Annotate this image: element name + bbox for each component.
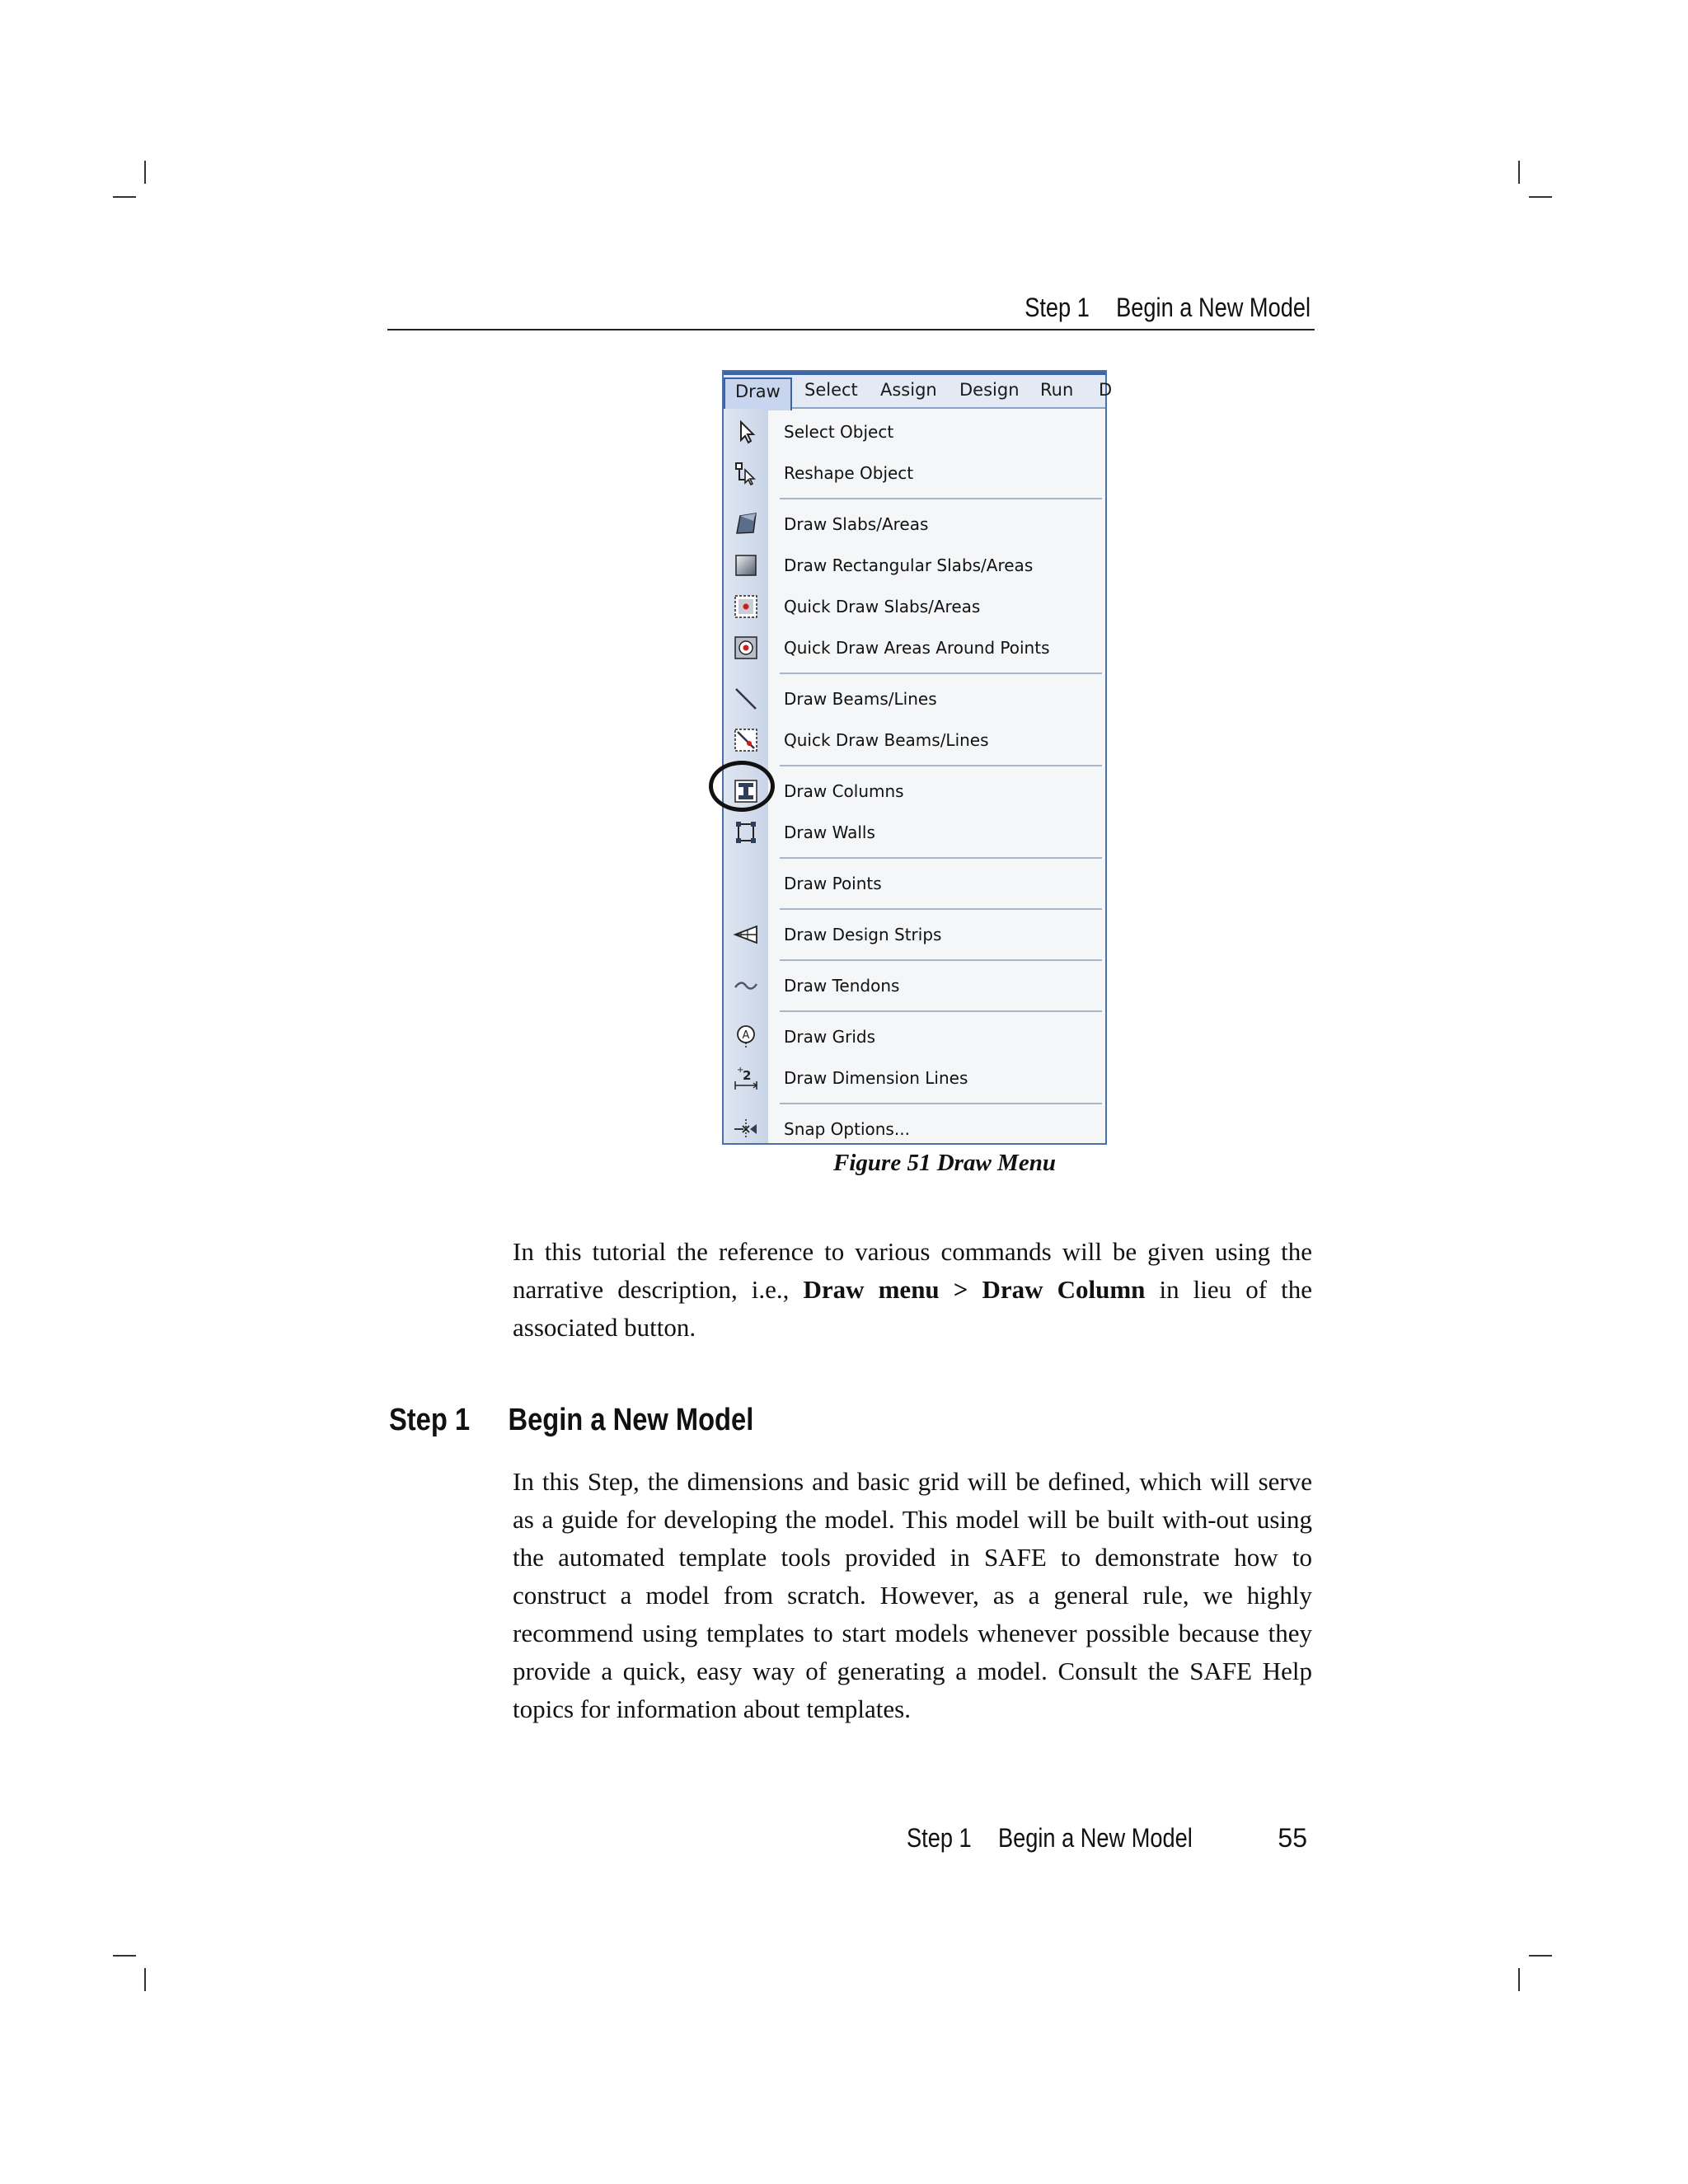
menu-separator (780, 1103, 1102, 1104)
section-step: Step 1 (389, 1403, 471, 1437)
menu-item-label: Draw Design Strips (784, 925, 942, 944)
tendon-icon (733, 972, 759, 999)
section-paragraph: In this Step, the dimensions and basic grid will be defined, which will serve as a guide for developing the model. This model will be built with-out using the automated template tools provided in SAFE to demonstrate how to construct a model from scratch. However, as a general rule, we highly recommend using templates to start models whenever possible because they provide a quick, easy way of generating a model. Consult the SAFE Help topics for information about templates. (513, 1467, 1312, 1723)
running-head-step: Step 1 (1025, 293, 1090, 322)
menu-item-draw-grids[interactable] (724, 1016, 1105, 1057)
menu-item-label: Draw Rectangular Slabs/Areas (784, 555, 1034, 575)
menu-item-draw-dimension-lines[interactable] (724, 1057, 1105, 1099)
menu-item-draw-walls[interactable] (724, 812, 1105, 853)
design-strip-icon (733, 921, 759, 948)
quick-slab-icon (733, 593, 759, 620)
menu-separator (780, 857, 1102, 859)
footer-title: Begin a New Model (997, 1823, 1193, 1853)
select-arrow-icon (733, 419, 759, 445)
section-heading (389, 1403, 754, 1438)
dimension-icon (733, 1065, 759, 1091)
menu-d-truncated[interactable]: D (1099, 380, 1113, 400)
menu-item-label: Reshape Object (784, 463, 914, 483)
menu-separator (780, 673, 1102, 674)
menu-item-draw-columns[interactable] (724, 771, 1105, 812)
menu-item-draw-slabs-areas[interactable] (724, 504, 1105, 545)
page-number: 55 (1278, 1823, 1307, 1853)
crop-mark (1518, 1968, 1520, 1991)
intro-text-before: In this tutorial the reference to various commands will be given using the narrative description, i.e., (513, 1237, 1312, 1304)
highlight-circle (709, 761, 775, 812)
intro-text-after: in lieu of the associated button. (513, 1275, 1312, 1342)
crop-mark (1529, 196, 1552, 198)
intro-paragraph (513, 1233, 1312, 1347)
crop-mark (113, 196, 136, 198)
menu-item-label: Draw Dimension Lines (784, 1068, 968, 1088)
intro-bold-command: Draw menu > Draw Column (803, 1275, 1146, 1304)
crop-mark (1529, 1955, 1552, 1957)
rect-slab-icon (733, 552, 759, 579)
svg-text:A: A (742, 1029, 750, 1042)
menu-separator (780, 498, 1102, 499)
wall-icon (733, 819, 759, 846)
menu-item-quick-draw-areas-around-points[interactable] (724, 627, 1105, 668)
menu-item-draw-tendons[interactable] (724, 965, 1105, 1006)
menu-item-label: Quick Draw Beams/Lines (784, 730, 989, 750)
quick-beam-icon (733, 727, 759, 753)
running-head (387, 293, 1315, 330)
area-around-points-icon (733, 635, 759, 661)
menu-item-draw-design-strips[interactable] (724, 914, 1105, 955)
running-head-title: Begin a New Model (1116, 293, 1311, 322)
reshape-icon (733, 460, 759, 486)
menu-item-label: Quick Draw Areas Around Points (784, 638, 1050, 658)
figure-caption: Figure 51 Draw Menu (833, 1150, 1056, 1176)
menu-separator (780, 765, 1102, 766)
menu-item-snap-options[interactable] (724, 1108, 1105, 1150)
menu-item-select-object[interactable] (724, 411, 1105, 452)
menu-item-reshape-object[interactable] (724, 452, 1105, 494)
menu-bar (724, 372, 1113, 409)
menu-item-label: Draw Columns (784, 781, 904, 801)
menu-item-quick-draw-slabs[interactable] (724, 586, 1105, 627)
crop-mark (1518, 161, 1520, 184)
menu-item-draw-points[interactable] (724, 863, 1105, 904)
menu-item-label: Draw Beams/Lines (784, 689, 937, 709)
menu-select[interactable]: Select (804, 380, 858, 400)
menu-item-label: Quick Draw Slabs/Areas (784, 597, 981, 616)
menu-item-quick-draw-beams-lines[interactable] (724, 719, 1105, 761)
crop-mark (144, 161, 146, 184)
crop-mark (144, 1968, 146, 1991)
beam-line-icon (733, 686, 759, 712)
menu-run[interactable]: Run (1040, 380, 1074, 400)
menu-assign[interactable]: Assign (880, 380, 937, 400)
menu-item-label: Draw Points (784, 874, 882, 893)
menu-item-draw-rectangular-slabs[interactable] (724, 545, 1105, 586)
footer-step: Step 1 (907, 1823, 972, 1853)
menu-design[interactable]: Design (959, 380, 1020, 400)
menu-separator (780, 1010, 1102, 1012)
crop-mark (113, 1955, 136, 1957)
menu-item-label: Draw Walls (784, 823, 875, 842)
menu-item-label: Draw Grids (784, 1027, 875, 1047)
section-title: Begin a New Model (508, 1403, 754, 1437)
menu-item-label: Draw Tendons (784, 976, 900, 996)
menu-item-label: Snap Options... (784, 1119, 910, 1139)
menu-separator (780, 959, 1102, 961)
page-footer (907, 1823, 1311, 1859)
menu-item-draw-beams-lines[interactable] (724, 678, 1105, 719)
snap-icon (733, 1116, 759, 1142)
grid-icon (733, 1024, 759, 1050)
menu-item-label: Select Object (784, 422, 894, 442)
menu-item-label: Draw Slabs/Areas (784, 514, 929, 534)
menu-draw[interactable]: Draw (724, 377, 792, 410)
menu-separator (780, 908, 1102, 910)
draw-menu-screenshot (722, 370, 1113, 1145)
slab-icon (733, 511, 759, 537)
svg-text:2: 2 (743, 1068, 752, 1083)
svg-text:+: + (737, 1066, 744, 1075)
